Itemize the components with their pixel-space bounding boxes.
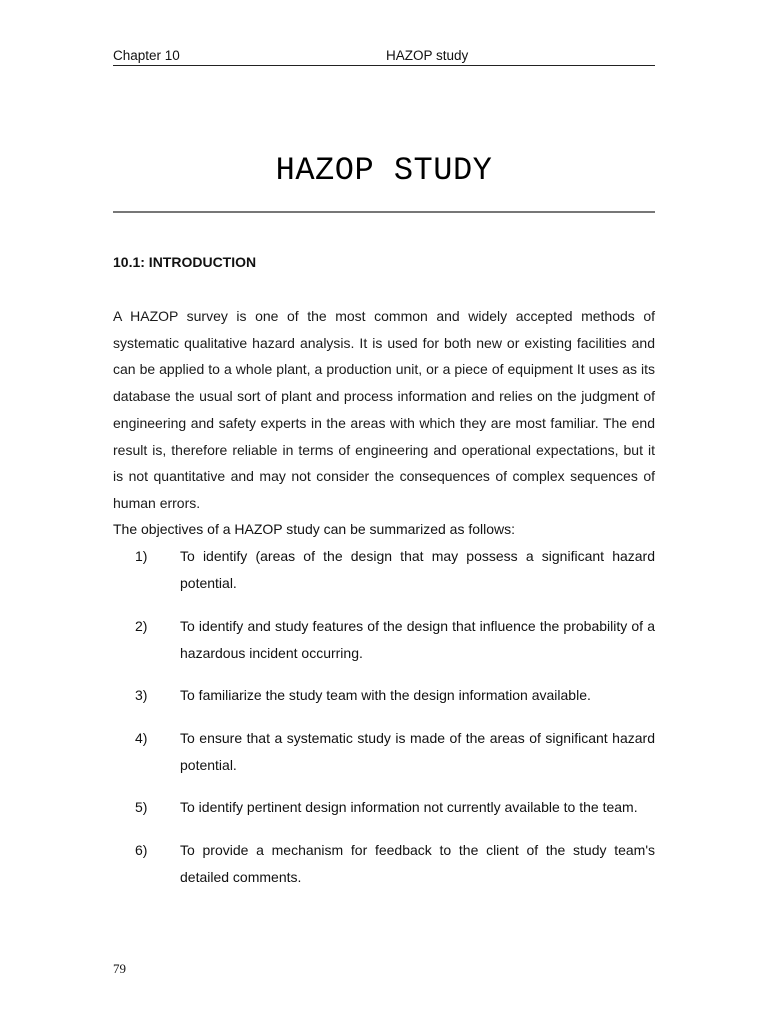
list-item-text: To ensure that a systematic study is made of the areas of significant hazard potential. [180, 729, 655, 773]
list-item [113, 725, 655, 779]
list-item-number: 1) [135, 548, 148, 564]
list-item-text: To identify and study features of the design that influence the probability of a hazardous incident occurring. [180, 617, 655, 661]
list-item [113, 794, 655, 821]
section-heading: 10.1: INTRODUCTION [113, 254, 257, 270]
list-item [113, 543, 655, 597]
list-item-number: 5) [135, 799, 148, 815]
list-item [113, 837, 655, 891]
list-item-number: 2) [135, 617, 148, 634]
list-item-text: To provide a mechanism for feedback to the client of the study team's detailed comments. [180, 841, 655, 885]
document-page [113, 0, 655, 1024]
list-item [113, 613, 655, 667]
header-section-title: HAZOP study [386, 48, 469, 63]
list-item-number: 6) [135, 841, 148, 858]
list-item-text: To identify (areas of the design that may possess a significant hazard potential. [180, 548, 655, 591]
page-number: 79 [113, 961, 126, 976]
running-header [113, 47, 655, 66]
title-divider [113, 211, 655, 213]
objectives-list [113, 543, 655, 906]
header-chapter: Chapter 10 [113, 48, 180, 63]
list-item-number: 3) [135, 687, 148, 703]
objectives-lead: The objectives of a HAZOP study can be summarized as follows: [113, 521, 516, 537]
list-item-text: To familiarize the study team with the design information available. [180, 687, 591, 703]
list-item [113, 682, 655, 709]
page-title: HAZOP STUDY [275, 152, 493, 189]
list-item-text: To identify pertinent design information not currently available to the team. [180, 799, 638, 815]
list-item-number: 4) [135, 729, 148, 746]
intro-paragraph: A HAZOP survey is one of the most common and widely accepted methods of systematic qualitative hazard analysis. It is used for both new or existing facilities and can be applied to a whole plant, a production unit, or a piece of equipment It uses as its database the usual sort of plant and process information and relies on the judgment of engineering and safety experts in the areas with which they are most familiar. The end result is, therefore reliable in terms of engineering and operational expectations, but it is not quantitative and may not consider the consequences of complex sequences of human errors. [113, 308, 655, 511]
